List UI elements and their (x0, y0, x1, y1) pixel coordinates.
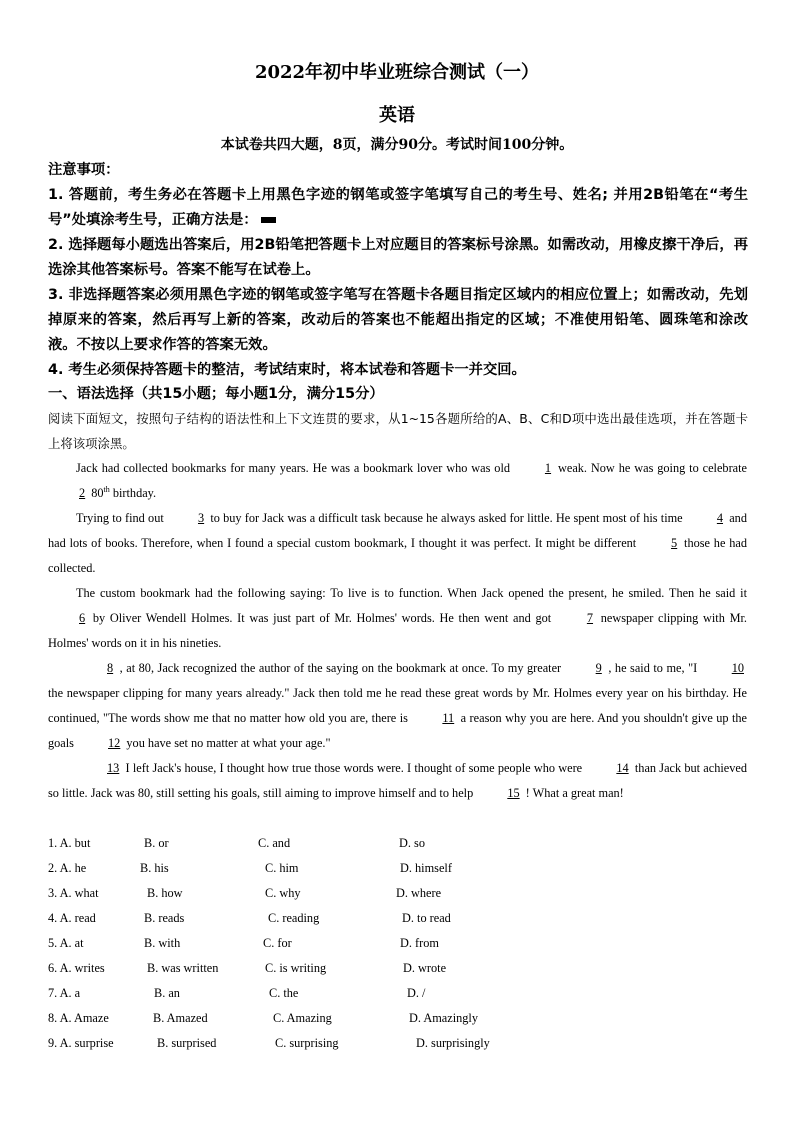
notes-heading: 注意事项： (48, 162, 120, 178)
option-a: 2. A. he (48, 861, 87, 875)
filled-mark-icon (261, 217, 276, 223)
exam-subject: 英语 (379, 105, 415, 126)
option-c: C. and (258, 836, 291, 850)
note-item-1: 1. 答题前，考生务必在答题卡上用黑色字迹的钢笔或签字笔填写自己的考生号、姓名; 并用2B铅笔在“考生号”处填涂考生号，正确方法是： (48, 187, 748, 228)
option-a: 5. A. at (48, 936, 84, 950)
option-row-4 (48, 906, 748, 931)
option-d: D. from (400, 936, 439, 950)
blank-14: 14 (616, 761, 629, 775)
option-a: 3. A. what (48, 886, 99, 900)
option-b: B. or (144, 836, 169, 850)
option-d: D. Amazingly (409, 1011, 478, 1025)
option-d: D. wrote (403, 961, 447, 975)
note-item-2: 2. 选择题每小题选出答案后，用2B铅笔把答题卡上对应题目的答案标号涂黑。如需改动，用橡皮擦干净后，再选涂其他答案标号。答案不能写在试卷上。 (48, 237, 748, 278)
option-b: B. was written (147, 961, 219, 975)
option-row-8 (48, 1006, 748, 1031)
blank-11: 11 (442, 711, 455, 725)
option-c: C. Amazing (273, 1011, 332, 1025)
option-a: 7. A. a (48, 986, 81, 1000)
blank-12: 12 (108, 736, 121, 750)
option-row-7 (48, 981, 748, 1006)
blank-10: 10 (731, 661, 744, 675)
blank-15: 15 (507, 786, 520, 800)
option-row-3 (48, 881, 748, 906)
options-list (48, 831, 748, 1056)
option-b: B. reads (144, 911, 185, 925)
option-a: 1. A. but (48, 836, 91, 850)
option-b: B. his (140, 861, 169, 875)
option-c: C. why (265, 886, 301, 900)
notes-section (48, 158, 748, 383)
option-d: D. / (407, 986, 426, 1000)
note-item-4: 4. 考生必须保持答题卡的整洁，考试结束时，将本试卷和答题卡一并交回。 (48, 362, 526, 378)
note-item-3: 3. 非选择题答案必须用黑色字迹的钢笔或签字笔写在答题卡各题目指定区域内的相应位置上；如需改动，先划掉原来的答案，然后再写上新的答案，改动后的答案也不能超出指定的区域；不准使用铅笔、圆珠笔和涂改液。不按以上要求作答的答案无效。 (48, 287, 748, 353)
option-c: C. surprising (275, 1036, 339, 1050)
option-b: B. with (144, 936, 181, 950)
passage-paragraph-4: 8 , at 80, Jack recognized the author of the saying on the bookmark at once. To my greater 9 , he said to me, "I 10 the newspaper clipping for many years already." Jack then told me he read these great words by Mr. Holmes every year on his birthday. He continued, "The words show me that no matter how old you are, there is 11 a reason why you are here. And you shouldn't give up the goals 12 you have set no matter at what your age." (48, 656, 747, 756)
option-row-2 (48, 856, 748, 881)
passage-paragraph-5: 13 I left Jack's house, I thought how true those words were. I thought of some people who were 14 than Jack but achieved so little. Jack was 80, still setting his goals, still aiming to improve himself and to help 15 ! What a great man! (48, 756, 747, 806)
option-d: D. surprisingly (416, 1036, 490, 1050)
passage-paragraph-2: Trying to find out 3 to buy for Jack was a difficult task because he always asked for little. He spent most of his time 4 and had lots of books. Therefore, when I found a special custom bookmark, I thought it was perfect. It might be different 5 those he had collected. (48, 506, 747, 581)
blank-7: 7 (586, 611, 594, 625)
option-b: B. an (154, 986, 180, 1000)
option-d: D. so (399, 836, 425, 850)
exam-title: 2022年初中毕业班综合测试（一） (254, 62, 540, 83)
option-row-5 (48, 931, 748, 956)
option-b: B. surprised (157, 1036, 217, 1050)
option-a: 8. A. Amaze (48, 1011, 109, 1025)
option-c: C. the (269, 986, 299, 1000)
option-b: B. Amazed (153, 1011, 208, 1025)
blank-13: 13 (107, 761, 120, 775)
passage-paragraph-3: The custom bookmark had the following saying: To live is to function. When Jack opened the present, he smiled. Then he said it 6 by Oliver Wendell Holmes. It was just part of Mr. Holmes' words. He then went and got 7 newspaper clipping with Mr. Holmes' words on it in his nineties. (48, 586, 747, 650)
option-d: D. to read (402, 911, 451, 925)
option-d: D. himself (400, 861, 452, 875)
option-b: B. how (147, 886, 183, 900)
option-a: 6. A. writes (48, 961, 105, 975)
blank-4: 4 (716, 511, 724, 525)
section-heading: 一、语法选择（共15小题；每小题1分，满分15分） (48, 386, 384, 402)
option-c: C. reading (268, 911, 320, 925)
blank-9: 9 (595, 661, 602, 675)
blank-5: 5 (671, 536, 678, 550)
option-c: C. him (265, 861, 299, 875)
option-d: D. where (396, 886, 442, 900)
passage-paragraph-1: Jack had collected bookmarks for many years. He was a bookmark lover who was old 1 weak. Now he was going to celebrate 2 80th birthday. (48, 456, 747, 506)
blank-2: 2 (79, 486, 86, 500)
option-a: 4. A. read (48, 911, 96, 925)
option-a: 9. A. surprise (48, 1036, 114, 1050)
option-row-6 (48, 956, 748, 981)
option-row-1 (48, 831, 748, 856)
blank-1: 1 (544, 461, 552, 475)
option-row-9 (48, 1031, 748, 1056)
section-instruction: 阅读下面短文，按照句子结构的语法性和上下文连贯的要求，从1~15各题所给的A、B、C和D项中选出最佳选项，并在答题卡上将该项涂黑。 (48, 411, 748, 451)
option-c: C. is writing (265, 961, 327, 975)
blank-6: 6 (79, 611, 86, 625)
reading-passage (48, 456, 747, 806)
blank-8: 8 (107, 661, 114, 675)
blank-3: 3 (197, 511, 205, 525)
exam-info: 本试卷共四大题，8页，满分90分。考试时间100分钟。 (220, 137, 574, 153)
option-c: C. for (263, 936, 292, 950)
